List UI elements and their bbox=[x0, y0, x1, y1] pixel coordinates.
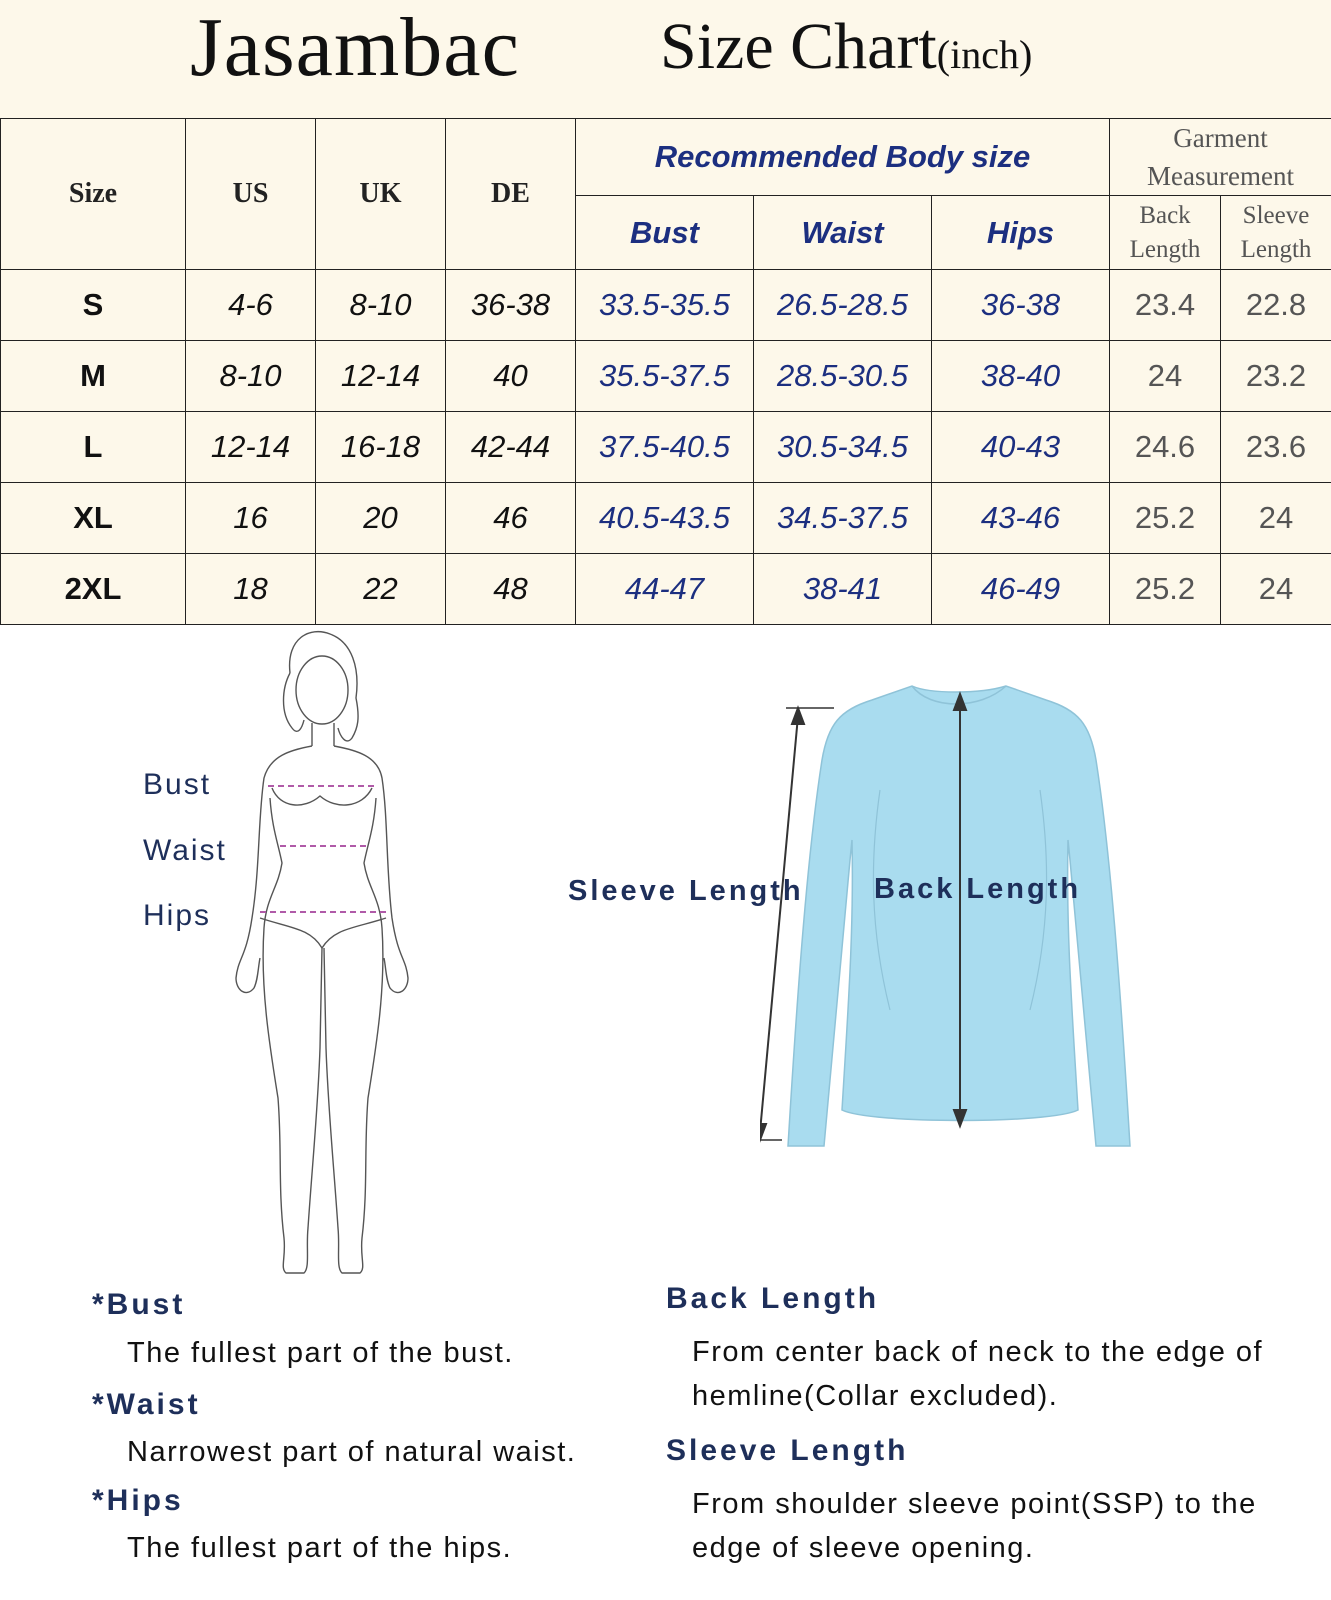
cell-size: L bbox=[1, 412, 186, 483]
cell-uk: 22 bbox=[316, 554, 446, 625]
cell-bust: 40.5-43.5 bbox=[576, 483, 754, 554]
body-waist-label: Waist bbox=[143, 834, 227, 867]
cell-bust: 37.5-40.5 bbox=[576, 412, 754, 483]
header-uk: UK bbox=[316, 119, 446, 270]
cell-sleeve-length: 22.8 bbox=[1221, 270, 1331, 341]
header-size: Size bbox=[1, 119, 186, 270]
table-row bbox=[1, 554, 1331, 625]
def-bust-term: *Bust bbox=[92, 1288, 186, 1321]
header-de: DE bbox=[446, 119, 576, 270]
shirt-figure bbox=[760, 680, 1170, 1150]
cell-waist: 34.5-37.5 bbox=[754, 483, 932, 554]
header-banner bbox=[0, 0, 1331, 118]
cell-uk: 16-18 bbox=[316, 412, 446, 483]
cell-de: 40 bbox=[446, 341, 576, 412]
cell-uk: 20 bbox=[316, 483, 446, 554]
cell-waist: 30.5-34.5 bbox=[754, 412, 932, 483]
def-sleeve-length-text: From shoulder sleeve point(SSP) to the edge of sleeve opening. bbox=[692, 1488, 1257, 1564]
cell-size: M bbox=[1, 341, 186, 412]
table-row bbox=[1, 483, 1331, 554]
cell-sleeve-length: 24 bbox=[1221, 483, 1331, 554]
def-bust-text: The fullest part of the bust. bbox=[127, 1337, 514, 1369]
header-garment-measurement: Garment Measurement bbox=[1110, 119, 1331, 196]
cell-us: 18 bbox=[186, 554, 316, 625]
cell-back-length: 24 bbox=[1110, 341, 1221, 412]
cell-bust: 44-47 bbox=[576, 554, 754, 625]
female-body-outline bbox=[220, 628, 420, 1288]
body-figure bbox=[220, 628, 420, 1288]
cell-hips: 40-43 bbox=[932, 412, 1110, 483]
cell-waist: 26.5-28.5 bbox=[754, 270, 932, 341]
def-sleeve-length-term: Sleeve Length bbox=[666, 1434, 909, 1467]
cell-de: 36-38 bbox=[446, 270, 576, 341]
cell-us: 8-10 bbox=[186, 341, 316, 412]
table-row bbox=[1, 412, 1331, 483]
cell-de: 48 bbox=[446, 554, 576, 625]
cell-de: 46 bbox=[446, 483, 576, 554]
cell-back-length: 24.6 bbox=[1110, 412, 1221, 483]
size-table bbox=[0, 118, 1331, 625]
cell-hips: 36-38 bbox=[932, 270, 1110, 341]
def-waist-text: Narrowest part of natural waist. bbox=[127, 1436, 577, 1468]
cell-size: S bbox=[1, 270, 186, 341]
chart-title-unit: (inch) bbox=[936, 32, 1033, 77]
def-waist-term: *Waist bbox=[92, 1388, 201, 1421]
header-back-length: Back Length bbox=[1110, 196, 1221, 270]
cell-us: 12-14 bbox=[186, 412, 316, 483]
cell-us: 16 bbox=[186, 483, 316, 554]
cell-waist: 28.5-30.5 bbox=[754, 341, 932, 412]
cell-bust: 33.5-35.5 bbox=[576, 270, 754, 341]
header-sleeve-length: Sleeve Length bbox=[1221, 196, 1331, 270]
cell-us: 4-6 bbox=[186, 270, 316, 341]
cell-sleeve-length: 24 bbox=[1221, 554, 1331, 625]
cell-uk: 8-10 bbox=[316, 270, 446, 341]
table-row bbox=[1, 341, 1331, 412]
cell-sleeve-length: 23.6 bbox=[1221, 412, 1331, 483]
cell-hips: 43-46 bbox=[932, 483, 1110, 554]
header-recommended-body-size: Recommended Body size bbox=[576, 119, 1110, 196]
cell-hips: 46-49 bbox=[932, 554, 1110, 625]
brand-name: Jasambac bbox=[190, 1, 520, 94]
rash-guard-shirt bbox=[760, 680, 1170, 1150]
shirt-sleeve-length-label: Sleeve Length bbox=[568, 875, 804, 907]
table-row bbox=[1, 270, 1331, 341]
cell-size: XL bbox=[1, 483, 186, 554]
cell-size: 2XL bbox=[1, 554, 186, 625]
cell-back-length: 25.2 bbox=[1110, 554, 1221, 625]
def-hips-term: *Hips bbox=[92, 1484, 184, 1517]
header-waist: Waist bbox=[754, 196, 932, 270]
body-hips-label: Hips bbox=[143, 899, 212, 932]
cell-sleeve-length: 23.2 bbox=[1221, 341, 1331, 412]
header-us: US bbox=[186, 119, 316, 270]
def-hips-text: The fullest part of the hips. bbox=[127, 1532, 513, 1564]
def-back-length-term: Back Length bbox=[666, 1282, 880, 1315]
cell-hips: 38-40 bbox=[932, 341, 1110, 412]
chart-title-text: Size Chart bbox=[660, 10, 937, 83]
cell-back-length: 25.2 bbox=[1110, 483, 1221, 554]
cell-uk: 12-14 bbox=[316, 341, 446, 412]
cell-de: 42-44 bbox=[446, 412, 576, 483]
chart-title bbox=[660, 10, 1033, 83]
cell-bust: 35.5-37.5 bbox=[576, 341, 754, 412]
header-hips: Hips bbox=[932, 196, 1110, 270]
body-bust-label: Bust bbox=[143, 768, 212, 801]
header-bust: Bust bbox=[576, 196, 754, 270]
cell-back-length: 23.4 bbox=[1110, 270, 1221, 341]
cell-waist: 38-41 bbox=[754, 554, 932, 625]
shirt-back-length-label: Back Length bbox=[874, 873, 1082, 905]
def-back-length-text: From center back of neck to the edge of hemline(Collar excluded). bbox=[692, 1336, 1264, 1412]
